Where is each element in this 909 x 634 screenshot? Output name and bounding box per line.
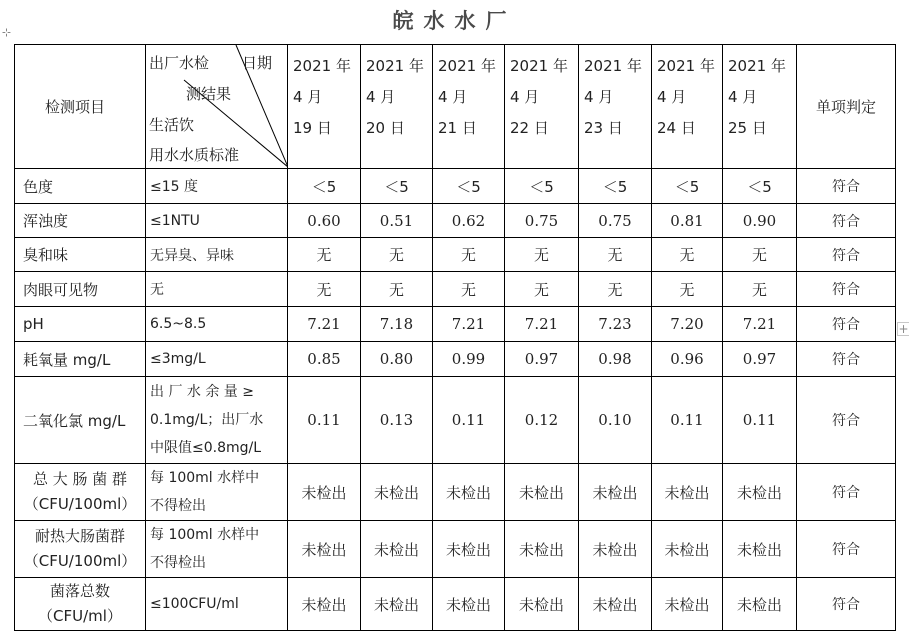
standard-cell: 6.5~8.5 [146, 307, 288, 342]
result-cell: 无 [652, 238, 723, 272]
standard-cell: ≤15 度 [146, 169, 288, 204]
result-cell: 0.62 [433, 204, 505, 238]
result-cell: 无 [288, 238, 361, 272]
corner-bottom-1: 生活饮 [149, 116, 195, 134]
table-row [15, 464, 896, 521]
result-cell: 无 [288, 272, 361, 307]
date-header: 2021 年 4 月 20 日 [361, 45, 433, 169]
table-row [15, 307, 896, 342]
result-cell: 未检出 [361, 464, 433, 521]
result-cell: 0.13 [361, 377, 433, 464]
result-cell: 未检出 [723, 521, 797, 578]
date-header: 2021 年 4 月 23 日 [579, 45, 652, 169]
standard-cell: ≤100CFU/ml [146, 578, 288, 631]
result-cell: 无 [579, 238, 652, 272]
result-cell: 0.80 [361, 342, 433, 377]
header-row [15, 45, 896, 169]
result-cell: 未检出 [579, 464, 652, 521]
table-row [15, 272, 896, 307]
test-item-cell: 色度 [15, 169, 146, 204]
result-cell: 0.51 [361, 204, 433, 238]
result-cell: 0.85 [288, 342, 361, 377]
verdict-cell: 符合 [797, 377, 896, 464]
result-cell: 未检出 [579, 521, 652, 578]
result-cell: 无 [361, 238, 433, 272]
result-cell: 未检出 [433, 464, 505, 521]
result-cell: 未检出 [505, 578, 579, 631]
water-quality-table [14, 44, 896, 631]
result-cell: 7.20 [652, 307, 723, 342]
verdict-cell: 符合 [797, 464, 896, 521]
standard-cell: 出 厂 水 余 量 ≥ 0.1mg/L；出厂水 中限值≤0.8mg/L [146, 377, 288, 464]
result-cell: 未检出 [288, 578, 361, 631]
table-row [15, 342, 896, 377]
result-cell: 无 [361, 272, 433, 307]
result-cell: 无 [505, 272, 579, 307]
table-row [15, 204, 896, 238]
standard-cell: 无异臭、异味 [146, 238, 288, 272]
header-item-label: 检测项目 [15, 45, 146, 169]
result-cell: 0.98 [579, 342, 652, 377]
result-cell: 0.12 [505, 377, 579, 464]
result-cell: 0.60 [288, 204, 361, 238]
verdict-cell: 符合 [797, 307, 896, 342]
table-row [15, 169, 896, 204]
result-cell: 未检出 [505, 521, 579, 578]
result-cell: 未检出 [723, 578, 797, 631]
result-cell: 0.11 [288, 377, 361, 464]
test-item-cell: 总 大 肠 菌 群 （CFU/100ml） [15, 464, 146, 521]
result-cell: 未检出 [652, 464, 723, 521]
result-cell: 无 [723, 272, 797, 307]
table-row [15, 578, 896, 631]
result-cell: 未检出 [361, 521, 433, 578]
table-row [15, 238, 896, 272]
verdict-cell: 符合 [797, 272, 896, 307]
result-cell: ＜5 [288, 169, 361, 204]
verdict-cell: 符合 [797, 578, 896, 631]
result-cell: 7.21 [505, 307, 579, 342]
result-cell: 0.81 [652, 204, 723, 238]
result-cell: 未检出 [505, 464, 579, 521]
header-verdict-label: 单项判定 [797, 45, 896, 169]
table-row [15, 377, 896, 464]
result-cell: 0.96 [652, 342, 723, 377]
corner-bottom-2: 用水水质标准 [149, 146, 240, 164]
table-move-handle-icon[interactable]: ⊹ [1, 26, 12, 39]
test-item-cell: 肉眼可见物 [15, 272, 146, 307]
date-header: 2021 年 4 月 22 日 [505, 45, 579, 169]
result-cell: 0.99 [433, 342, 505, 377]
result-cell: 7.21 [433, 307, 505, 342]
result-cell: 7.23 [579, 307, 652, 342]
standard-cell: ≤1NTU [146, 204, 288, 238]
test-item-cell: 二氧化氯 mg/L [15, 377, 146, 464]
result-cell: 未检出 [361, 578, 433, 631]
result-cell: 未检出 [579, 578, 652, 631]
result-cell: 0.11 [433, 377, 505, 464]
verdict-cell: 符合 [797, 238, 896, 272]
result-cell: 未检出 [723, 464, 797, 521]
result-cell: ＜5 [505, 169, 579, 204]
standard-cell: ≤3mg/L [146, 342, 288, 377]
test-item-cell: pH [15, 307, 146, 342]
result-cell: 7.21 [723, 307, 797, 342]
result-cell: 未检出 [288, 521, 361, 578]
test-item-cell: 浑浊度 [15, 204, 146, 238]
standard-cell: 每 100ml 水样中 不得检出 [146, 521, 288, 578]
result-cell: 未检出 [433, 521, 505, 578]
result-cell: ＜5 [652, 169, 723, 204]
result-cell: ＜5 [361, 169, 433, 204]
result-cell: 未检出 [433, 578, 505, 631]
corner-mid: 测结果 [186, 85, 232, 103]
table-row [15, 521, 896, 578]
corner-top-right: 日期 [242, 54, 273, 72]
result-cell: 无 [505, 238, 579, 272]
result-cell: 无 [579, 272, 652, 307]
standard-cell: 无 [146, 272, 288, 307]
result-cell: 0.90 [723, 204, 797, 238]
result-cell: 7.21 [288, 307, 361, 342]
result-cell: 0.75 [505, 204, 579, 238]
result-cell: 0.11 [652, 377, 723, 464]
result-cell: 无 [433, 238, 505, 272]
test-item-cell: 耗氧量 mg/L [15, 342, 146, 377]
date-header: 2021 年 4 月 24 日 [652, 45, 723, 169]
verdict-cell: 符合 [797, 169, 896, 204]
result-cell: 未检出 [652, 578, 723, 631]
result-cell: 0.97 [505, 342, 579, 377]
corner-top-left: 出厂水检 [149, 54, 210, 72]
result-cell: 0.97 [723, 342, 797, 377]
date-header: 2021 年 4 月 25 日 [723, 45, 797, 169]
result-cell: 7.18 [361, 307, 433, 342]
result-cell: ＜5 [433, 169, 505, 204]
test-item-cell: 耐热大肠菌群 （CFU/100ml） [15, 521, 146, 578]
verdict-cell: 符合 [797, 342, 896, 377]
header-diagonal-cell [146, 45, 288, 169]
standard-cell: 每 100ml 水样中 不得检出 [146, 464, 288, 521]
result-cell: ＜5 [723, 169, 797, 204]
result-cell: 未检出 [652, 521, 723, 578]
test-item-cell: 臭和味 [15, 238, 146, 272]
test-item-cell: 菌落总数 （CFU/ml） [15, 578, 146, 631]
date-header: 2021 年 4 月 21 日 [433, 45, 505, 169]
result-cell: 无 [433, 272, 505, 307]
result-cell: 0.75 [579, 204, 652, 238]
result-cell: ＜5 [579, 169, 652, 204]
result-cell: 未检出 [288, 464, 361, 521]
result-cell: 0.11 [723, 377, 797, 464]
verdict-cell: 符合 [797, 521, 896, 578]
result-cell: 无 [723, 238, 797, 272]
result-cell: 0.10 [579, 377, 652, 464]
page-title: 皖水水厂 [392, 9, 517, 33]
date-header: 2021 年 4 月 19 日 [288, 45, 361, 169]
result-cell: 无 [652, 272, 723, 307]
add-column-icon[interactable]: + [898, 322, 909, 336]
verdict-cell: 符合 [797, 204, 896, 238]
